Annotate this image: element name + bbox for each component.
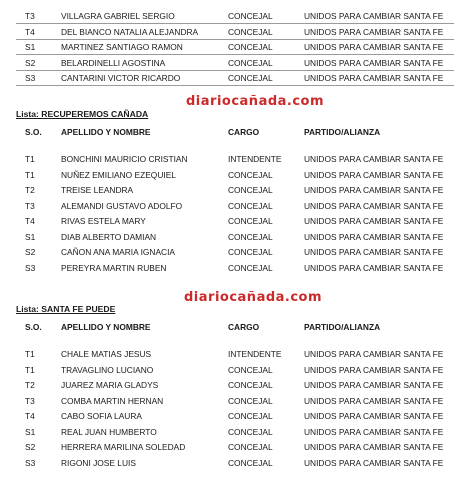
- cell-name: TRAVAGLINO LUCIANO: [61, 364, 154, 375]
- cell-so: S3: [25, 457, 36, 468]
- list-title: Lista: RECUPEREMOS CAÑADA: [16, 109, 149, 119]
- cell-name: RIGONI JOSE LUIS: [61, 457, 136, 468]
- table-row: [16, 57, 454, 71]
- col-header-so: S.O.: [25, 322, 42, 332]
- col-header-name: APELLIDO Y NOMBRE: [61, 322, 151, 332]
- cell-name: DIAB ALBERTO DAMIAN: [61, 231, 157, 242]
- cell-cargo: CONCEJAL: [228, 169, 273, 180]
- cell-name: CHALE MATIAS JESUS: [61, 349, 152, 359]
- cell-name: MARTINEZ SANTIAGO RAMON: [61, 42, 183, 53]
- cell-partido: UNIDOS PARA CAMBIAR SANTA FE: [304, 262, 444, 273]
- cell-so: T4: [25, 26, 35, 37]
- cell-so: T2: [25, 380, 35, 390]
- cell-so: T3: [25, 11, 35, 21]
- cell-so: T4: [25, 216, 35, 226]
- cell-partido: UNIDOS PARA CAMBIAR SANTA FE: [304, 457, 444, 468]
- cell-cargo: INTENDENTE: [228, 349, 282, 359]
- cell-cargo: CONCEJAL: [228, 73, 273, 84]
- cell-partido: UNIDOS PARA CAMBIAR SANTA FE: [304, 57, 444, 68]
- list-title: Lista: SANTA FE PUEDE: [16, 304, 116, 314]
- cell-so: T3: [25, 200, 35, 211]
- cell-so: S2: [25, 442, 36, 452]
- cell-partido: UNIDOS PARA CAMBIAR SANTA FE: [304, 26, 444, 37]
- cell-so: T3: [25, 395, 35, 406]
- cell-partido: UNIDOS PARA CAMBIAR SANTA FE: [304, 42, 444, 53]
- cell-name: BONCHINI MAURICIO CRISTIAN: [61, 154, 188, 164]
- cell-partido: UNIDOS PARA CAMBIAR SANTA FE: [304, 426, 444, 437]
- table-row: [16, 10, 454, 24]
- cell-cargo: CONCEJAL: [228, 262, 273, 273]
- cell-partido: UNIDOS PARA CAMBIAR SANTA FE: [304, 185, 444, 195]
- cell-name: CABO SOFIA LAURA: [61, 411, 142, 421]
- cell-partido: UNIDOS PARA CAMBIAR SANTA FE: [304, 169, 444, 180]
- cell-name: CAÑON ANA MARIA IGNACIA: [61, 247, 176, 257]
- cell-cargo: CONCEJAL: [228, 42, 273, 53]
- cell-cargo: CONCEJAL: [228, 457, 273, 468]
- cell-partido: UNIDOS PARA CAMBIAR SANTA FE: [304, 200, 444, 211]
- cell-partido: UNIDOS PARA CAMBIAR SANTA FE: [304, 380, 444, 390]
- cell-cargo: CONCEJAL: [228, 26, 273, 37]
- cell-name: DEL BIANCO NATALIA ALEJANDRA: [61, 26, 199, 37]
- cell-name: RIVAS ESTELA MARY: [61, 216, 146, 226]
- cell-so: T1: [25, 154, 35, 164]
- cell-so: S1: [25, 426, 36, 437]
- cell-cargo: INTENDENTE: [228, 154, 282, 164]
- cell-cargo: CONCEJAL: [228, 426, 273, 437]
- cell-so: S2: [25, 57, 36, 68]
- table-row: [16, 72, 454, 86]
- cell-cargo: CONCEJAL: [228, 380, 273, 390]
- cell-so: S1: [25, 231, 36, 242]
- cell-name: JUAREZ MARIA GLADYS: [61, 380, 159, 390]
- cell-name: CANTARINI VICTOR RICARDO: [61, 73, 181, 84]
- col-header-cargo: CARGO: [228, 322, 260, 332]
- col-header-partido: PARTIDO/ALIANZA: [304, 322, 381, 332]
- cell-cargo: CONCEJAL: [228, 442, 273, 452]
- cell-name: TREISE LEANDRA: [61, 185, 134, 195]
- cell-partido: UNIDOS PARA CAMBIAR SANTA FE: [304, 411, 444, 421]
- cell-partido: UNIDOS PARA CAMBIAR SANTA FE: [304, 395, 444, 406]
- cell-cargo: CONCEJAL: [228, 411, 273, 421]
- cell-cargo: CONCEJAL: [228, 185, 273, 195]
- cell-cargo: CONCEJAL: [228, 364, 273, 375]
- cell-so: S2: [25, 247, 36, 257]
- cell-so: S3: [25, 73, 36, 84]
- cell-so: S1: [25, 42, 36, 53]
- cell-cargo: CONCEJAL: [228, 231, 273, 242]
- cell-name: REAL JUAN HUMBERTO: [61, 426, 157, 437]
- cell-name: PEREYRA MARTIN RUBEN: [61, 262, 167, 273]
- cell-cargo: CONCEJAL: [228, 57, 273, 68]
- cell-name: VILLAGRA GABRIEL SERGIO: [61, 11, 175, 21]
- cell-partido: UNIDOS PARA CAMBIAR SANTA FE: [304, 247, 444, 257]
- cell-partido: UNIDOS PARA CAMBIAR SANTA FE: [304, 11, 444, 21]
- cell-partido: UNIDOS PARA CAMBIAR SANTA FE: [304, 349, 444, 359]
- cell-so: S3: [25, 262, 36, 273]
- col-header-partido: PARTIDO/ALIANZA: [304, 127, 381, 137]
- cell-cargo: CONCEJAL: [228, 11, 273, 21]
- cell-partido: UNIDOS PARA CAMBIAR SANTA FE: [304, 216, 444, 226]
- col-header-name: APELLIDO Y NOMBRE: [61, 127, 151, 137]
- watermark-text: diariocañada.com: [184, 290, 323, 305]
- cell-name: BELARDINELLI AGOSTINA: [61, 57, 166, 68]
- col-header-cargo: CARGO: [228, 127, 260, 137]
- cell-name: NUÑEZ EMILIANO EZEQUIEL: [61, 169, 176, 180]
- cell-partido: UNIDOS PARA CAMBIAR SANTA FE: [304, 154, 444, 164]
- table-row: [16, 26, 454, 40]
- cell-so: T1: [25, 349, 35, 359]
- cell-cargo: CONCEJAL: [228, 395, 273, 406]
- cell-name: ALEMANDI GUSTAVO ADOLFO: [61, 200, 183, 211]
- cell-partido: UNIDOS PARA CAMBIAR SANTA FE: [304, 73, 444, 84]
- cell-cargo: CONCEJAL: [228, 200, 273, 211]
- cell-so: T1: [25, 364, 35, 375]
- cell-so: T4: [25, 411, 35, 421]
- cell-partido: UNIDOS PARA CAMBIAR SANTA FE: [304, 442, 444, 452]
- cell-so: T1: [25, 169, 35, 180]
- cell-so: T2: [25, 185, 35, 195]
- cell-partido: UNIDOS PARA CAMBIAR SANTA FE: [304, 364, 444, 375]
- cell-cargo: CONCEJAL: [228, 247, 273, 257]
- cell-partido: UNIDOS PARA CAMBIAR SANTA FE: [304, 231, 444, 242]
- col-header-so: S.O.: [25, 127, 42, 137]
- cell-cargo: CONCEJAL: [228, 216, 273, 226]
- watermark-text: diariocañada.com: [186, 94, 325, 109]
- cell-name: COMBA MARTIN HERNAN: [61, 395, 164, 406]
- table-row: [16, 41, 454, 55]
- cell-name: HERRERA MARILINA SOLEDAD: [61, 442, 186, 452]
